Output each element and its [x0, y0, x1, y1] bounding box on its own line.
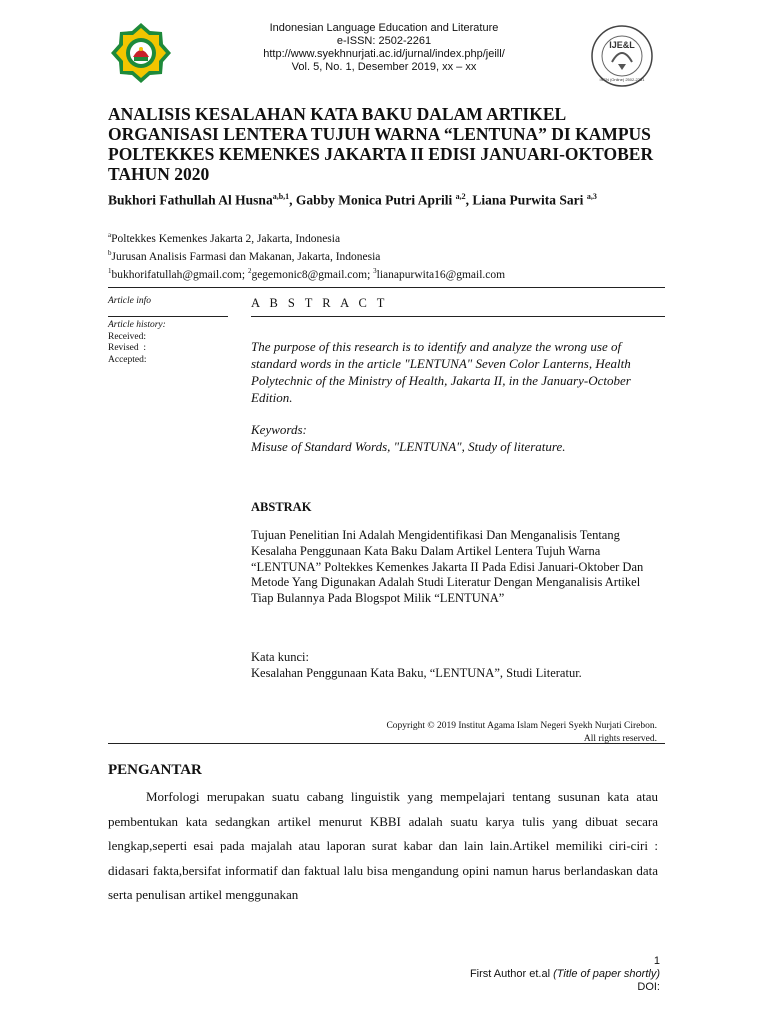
page-footer: [300, 955, 660, 994]
keywords-text: Misuse of Standard Words, "LENTUNA", Study of literature.: [251, 439, 566, 454]
keywords-label: Keywords:: [251, 422, 307, 437]
affiliations: [108, 228, 668, 281]
copyright-line: Copyright © 2019 Institut Agama Islam Negeri Syekh Nurjati Cirebon.: [386, 721, 657, 731]
top-rule: [108, 287, 665, 288]
author-affil-mark: a,b,1: [272, 192, 290, 201]
history-received: Received:: [108, 331, 146, 342]
author-name: , Gabby Monica Putri Aprili: [289, 192, 456, 208]
affil-text: Jurusan Analisis Farmasi dan Makanan, Jakarta, Indonesia: [111, 250, 381, 263]
article-info-label: Article info: [108, 296, 152, 306]
abstract-text: The purpose of this research is to identify and analyze the wrong use of standard words in the article "LENTUNA" Seven Color Lanterns, Health Polytechnic of the Ministry of Health, Jakarta II, in the January-October Edition.: [251, 339, 631, 405]
abstrak-heading: ABSTRAK: [251, 500, 312, 514]
doi-label: DOI:: [637, 981, 660, 993]
author-emails: [108, 264, 668, 282]
running-author-name: First Author et.al: [469, 968, 554, 980]
affil-text: Poltekkes Kemenkes Jakarta 2, Jakarta, Indonesia: [111, 232, 341, 245]
page-number: 1: [653, 955, 660, 967]
paper-title: ANALISIS KESALAHAN KATA BAKU DALAM ARTIKEL ORGANISASI LENTERA TUJUH WARNA “LENTUNA” DI KAMPUS POLTEKKES KEMENKES JAKARTA II EDISI JANUARI-OKTOBER TAHUN 2020: [108, 104, 654, 184]
author-list: [108, 188, 668, 209]
email-mark: 1: [108, 266, 112, 275]
ijel-seal-icon: [590, 24, 654, 88]
affiliation-b: [108, 246, 668, 264]
author-affil-mark: a,2: [455, 192, 466, 201]
journal-issn: e-ISSN: 2502-2261: [336, 35, 432, 47]
affiliation-a: [108, 228, 668, 246]
affil-mark: b: [108, 248, 112, 257]
running-author: [300, 968, 660, 981]
article-info-rule: [108, 316, 228, 317]
author-affil-mark: a,3: [586, 192, 597, 201]
history-revised: Revised :: [108, 343, 146, 353]
journal-logo: [590, 24, 654, 88]
article-history: [108, 320, 166, 366]
seal-ring-text: ISSN (Online) 2502-2261: [599, 77, 645, 82]
body-paragraph-text: Morfologi merupakan suatu cabang linguistik yang mempelajari tentang susunan kata atau pembentukan kata sedangkan artikel menurut KBBI adalah suatu karya tulis yang dibuat secara lengkap,seperti esai pada majalah atau laporan surat kabar dan lain lain.Artikel memiliki ciri-ciri : didasari fakta,bersifat informatif dan faktual lalu bisa mengandung opini namun harus berlandaskan data serta penulisan artikel menggunakan: [108, 789, 658, 902]
journal-volume: Vol. 5, No. 1, Desember 2019, xx – xx: [291, 61, 477, 73]
author-name: , Liana Purwita Sari: [465, 192, 587, 208]
author-name: Bukhori Fathullah Al Husna: [108, 192, 273, 208]
history-accepted: Accepted:: [108, 354, 147, 365]
body-paragraph: [108, 785, 658, 908]
email[interactable]: lianapurwita16@gmail.com: [376, 268, 506, 281]
journal-url[interactable]: http://www.syekhnurjati.ac.id/jurnal/index.php/jeill/: [263, 48, 505, 60]
email-mark: 2: [247, 266, 252, 275]
running-title: (Title of paper shortly): [553, 968, 660, 980]
abstrak-text: Tujuan Penelitian Ini Adalah Mengidentifikasi Dan Menganalisis Tentang Kesalaha Penggunaan Kata Baku Dalam Artikel Lentera Tujuh Warna “LENTUNA” Poltekkes Kemenkes Jakarta II Pada Edisi Januari-Oktober Dan Metode Yang Digunakan Adalah Studi Literatur Dengan Menganalisis Artikel Tiap Bulannya Pada Blogspot Milik “LENTUNA”: [251, 528, 644, 606]
email[interactable]: gegemonic8@gmail.com;: [251, 268, 374, 281]
seal-letters: IJE&L: [609, 40, 635, 50]
kata-kunci-text: Kesalahan Penggunaan Kata Baku, “LENTUNA”, Studi Literatur.: [251, 666, 582, 680]
section-heading: PENGANTAR: [108, 762, 202, 778]
history-label: Article history:: [108, 320, 166, 330]
email-mark: 3: [373, 266, 377, 275]
affil-mark: a: [108, 231, 112, 239]
journal-name: Indonesian Language Education and Literature: [269, 22, 499, 34]
abstract-rule: [251, 316, 665, 317]
email[interactable]: bukhorifatullah@gmail.com;: [111, 268, 248, 281]
copyright-notice: [300, 720, 657, 746]
abstract-heading: A B S T R A C T: [251, 296, 388, 310]
kata-kunci-label: Kata kunci:: [251, 650, 309, 664]
rights-line: All rights reserved.: [583, 734, 657, 744]
